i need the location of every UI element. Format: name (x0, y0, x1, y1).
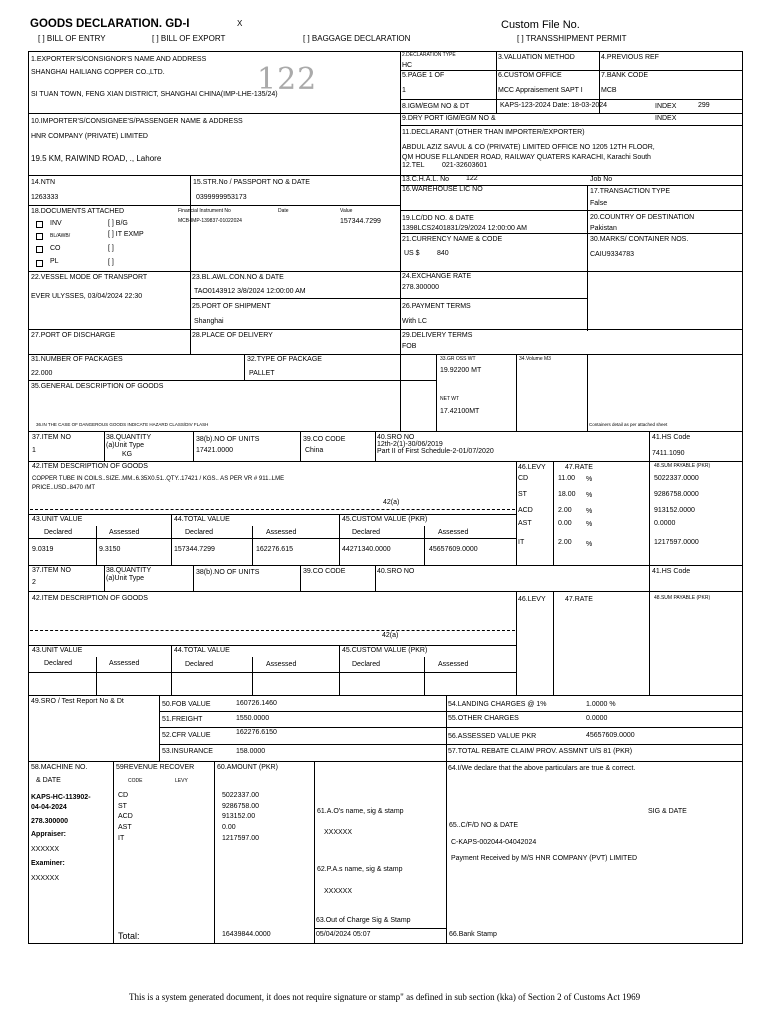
item1-desc-1: COPPER TUBE IN COILS..SIZE..MM..6.35X0.51..QTY..17421 / KGS.. AS PER VR # 911..LME (32, 476, 285, 482)
levy-sum: 9286758.0000 (654, 491, 699, 498)
item1-units-label: 38(b).NO OF UNITS (196, 436, 260, 443)
item1-rate-label: 47.RATE (565, 464, 593, 471)
other-charges-label: 55.OTHER CHARGES (448, 715, 519, 722)
levy-code: AST (518, 520, 532, 527)
landing-value: 1.0000 % (586, 701, 616, 708)
ooc-label: 63.Out of Charge Sig & Stamp (316, 917, 411, 924)
revenue-code-label: CODE (128, 778, 143, 784)
custom-office-label: 6.CUSTOM OFFICE (498, 72, 562, 79)
total-label: Total: (118, 931, 140, 941)
volume-label: 34.Volume M3 (519, 356, 551, 362)
levy-sum: 0.0000 (654, 520, 676, 527)
sig-date-label: SIG & DATE (648, 808, 687, 815)
item1-tv-assessed: 162276.615 (256, 546, 293, 553)
levy-pct: % (586, 476, 593, 483)
bank-code-label: 7.BANK CODE (601, 72, 649, 79)
revenue-label: 59REVENUE RECOVER (116, 764, 195, 771)
item2-tv-assessed-label: Assessed (266, 661, 297, 668)
importer-address: 19.5 KM, RAIWIND ROAD, ., Lahore (31, 154, 162, 163)
strn-value: 0399999953173 (196, 194, 247, 201)
item1-unit-type: KG (122, 451, 133, 458)
place-del-label: 28.PLACE OF DELIVERY (192, 332, 273, 339)
valuation-label: 3.VALUATION METHOD (498, 54, 575, 61)
pl-checkbox (36, 260, 43, 267)
item2-total-value-label: 44.TOTAL VALUE (174, 647, 230, 654)
bill-of-export-option: [ ] BILL OF EXPORT (152, 34, 226, 43)
del-terms-label: 29.DELIVERY TERMS (402, 332, 473, 339)
item1-uv-declared: 9.0319 (32, 546, 54, 553)
item2-co-label: 39.CO CODE (303, 568, 346, 575)
bl-no-value: TAO0143912 3/8/2024 12:00:00 AM (194, 288, 306, 295)
bank-stamp-label: 66.Bank Stamp (449, 931, 497, 938)
currency-code: 840 (437, 250, 449, 257)
item2-unit-type-label: (a)Unit Type (106, 575, 144, 582)
examiner-label: Examiner: (31, 860, 65, 867)
cfd-label: 65..C/F/D NO & DATE (449, 822, 519, 829)
declarant-line2: QM HOUSE FLLANDER ROAD, RAILWAY QUATERS KARACHI, Karachi South (402, 154, 651, 161)
machine-label: 58.MACHINE NO. (31, 764, 88, 771)
landing-label: 54.LANDING CHARGES @ 1% (448, 701, 547, 708)
port-ship-label: 25.PORT OF SHIPMENT (192, 303, 271, 310)
handwritten-stamp: 122 (257, 62, 318, 97)
item1-sro-label: 40.SRO NO (377, 434, 415, 441)
levy-rate: 2.00 (558, 539, 572, 546)
item1-unit-value-label: 43.UNIT VALUE (32, 516, 83, 523)
levy-pct: % (586, 508, 593, 515)
fin-date-label: Date (278, 208, 289, 214)
currency-name: US $ (404, 250, 420, 257)
item2-desc-label: 42.ITEM DESCRIPTION OF GOODS (32, 595, 148, 602)
fin-value-label: Value (340, 208, 353, 214)
declarant-label: 11.DECLARANT (OTHER THAN IMPORTER/EXPORTER) (402, 129, 585, 136)
item1-sro-1: 12th-2(1)-30/06/2019 (377, 441, 443, 448)
gross-label: 33.GR OSS WT (440, 356, 476, 362)
levy-code: ST (518, 491, 527, 498)
revenue-code: AST (118, 824, 132, 831)
pkg-type-label: 32.TYPE OF PACKAGE (247, 356, 322, 363)
levy-sum: 1217597.0000 (654, 539, 699, 546)
revenue-amount: 0.00 (222, 824, 236, 831)
bl-checkbox (36, 233, 43, 240)
levy-sum: 913152.0000 (654, 507, 695, 514)
item1-custom-value-label: 45.CUSTOM VALUE (PKR) (342, 516, 428, 523)
item1-hs: 7411.1090 (652, 450, 685, 457)
rebate-label: 57.TOTAL REBATE CLAIM/ PROV. ASSMNT U/S 81 (PKR) (448, 748, 633, 755)
port-disc-label: 27.PORT OF DISCHARGE (31, 332, 116, 339)
sro-test-label: 49.SRO / Test Report No & Dt (31, 698, 124, 705)
fob-value: 160726.1460 (236, 700, 277, 707)
item1-co-label: 39.CO CODE (303, 436, 346, 443)
importer-name: HNR COMPANY (PRIVATE) LIMITED (31, 133, 148, 140)
co-label: CO (50, 245, 61, 252)
item2-units-label: 38(b).NO OF UNITS (196, 569, 260, 576)
declarant-line1: ABDUL AZIZ SAVUL & CO (PRIVATE) LIMITED OFFICE NO 1205 12TH FLOOR, (402, 144, 655, 151)
del-terms-value: FOB (402, 343, 417, 350)
ao-value: XXXXXX (324, 829, 353, 836)
currency-label: 21.CURRENCY NAME & CODE (402, 236, 503, 243)
chal-label: 13.C.H.A.L. No (402, 176, 450, 183)
revenue-code: ACD (118, 813, 133, 820)
levy-pct: % (586, 541, 593, 548)
other-charges-value: 0.0000 (586, 715, 608, 722)
item2-qty-label: 38.QUANTITY (106, 567, 152, 574)
bottom-border (28, 943, 743, 944)
bill-of-entry-option: [ ] BILL OF ENTRY (38, 34, 106, 43)
pkg-type-value: PALLET (249, 370, 275, 377)
item2-rate-label: 47.RATE (565, 596, 593, 603)
item2-cv-declared-label: Declared (352, 661, 381, 668)
pa-label: 62.P.A.s name, sig & stamp (317, 866, 403, 873)
form-title: GOODS DECLARATION. GD-I (30, 18, 190, 30)
item2-sum-label: 48.SUM PAYABLE (PKR) (654, 595, 711, 601)
custom-file-label: Custom File No. (501, 19, 580, 31)
chal-value: 122 (466, 175, 478, 182)
item1-cv-declared: 44271340.0000 (342, 546, 391, 553)
item1-unit-type-label: (a)Unit Type (106, 442, 144, 449)
empty-option-2: [ ] (108, 259, 114, 266)
strn-label: 15.STR.No / PASSPORT NO & DATE (193, 179, 310, 186)
revenue-amount: 9286758.00 (222, 803, 259, 810)
levy-pct: % (586, 521, 593, 528)
machine-no: KAPS-HC-113902- (31, 794, 91, 801)
item1-levy-label: 46.LEVY (518, 464, 546, 471)
revenue-code: CD (118, 792, 129, 799)
item1-uv-declared-label: Declared (44, 529, 73, 536)
lc-value: 1398LCS2401831/29/2024 12:00:00 AM (402, 225, 527, 232)
payment-label: 26.PAYMENT TERMS (402, 303, 471, 310)
item1-no: 1 (32, 447, 36, 454)
country-dest-value: Pakistan (590, 225, 617, 232)
insurance-label: 53.INSURANCE (162, 748, 213, 755)
levy-sum: 5022337.0000 (654, 475, 699, 482)
x-mark: X (237, 19, 243, 28)
levy-rate: 0.00 (558, 520, 572, 527)
declaration-text: 64.I/We declare that the above particulars are true & correct. (448, 765, 636, 772)
it-exmp-option: [ ] IT EXMP (108, 231, 144, 238)
dry-port-label: 9.DRY PORT IGM/EGM NO & (402, 115, 496, 122)
item1-tv-assessed-label: Assessed (266, 529, 297, 536)
item2-unit-value-label: 43.UNIT VALUE (32, 647, 83, 654)
tel-label: 12.TEL (402, 162, 425, 169)
fin-instrument-label: Financial Instrument No (178, 208, 231, 214)
appraiser-value: XXXXXX (31, 846, 60, 853)
gross-value: 19.92200 MT (440, 367, 482, 374)
empty-option-1: [ ] (108, 245, 114, 252)
exporter-label: 1.EXPORTER'S/CONSIGNOR'S NAME AND ADDRESS (31, 56, 207, 63)
machine-rate: 278.300000 (31, 818, 68, 825)
page-of-value: 1 (402, 87, 406, 94)
transshipment-option: [ ] TRANSSHIPMENT PERMIT (517, 34, 627, 43)
pl-label: PL (50, 258, 59, 265)
vessel-label: 22.VESSEL MODE OF TRANSPORT (31, 274, 148, 281)
general-desc-label: 35.GENERAL DESCRIPTION OF GOODS (31, 383, 164, 390)
total-amount: 16439844.0000 (222, 931, 271, 938)
item2-levy-label: 46.LEVY (518, 596, 546, 603)
item1-desc-2: PRICE..USD..8470 /MT (32, 485, 96, 491)
page-of-label: 5.PAGE 1 OF (402, 72, 445, 79)
pa-value: XXXXXX (324, 888, 353, 895)
bank-code-value: MCB (601, 87, 617, 94)
item2-42a: 42(a) (382, 632, 399, 639)
fin-value: 157344.7299 (340, 218, 381, 225)
tel-value: 021-32603601 (442, 162, 488, 169)
insurance-value: 158.0000 (236, 748, 266, 755)
amount-label: 60.AMOUNT (PKR) (217, 764, 278, 771)
port-ship-value: Shanghai (194, 318, 224, 325)
net-label: NET WT (440, 396, 460, 402)
cfd-value: C-KAPS-002044-04042024 (451, 839, 537, 846)
item1-cv-declared-label: Declared (352, 529, 381, 536)
levy-rate: 2.00 (558, 507, 572, 514)
item1-cv-assessed: 45657609.0000 (429, 546, 478, 553)
fin-instrument-no: MCB-IMP-139837-01022024 (178, 218, 242, 224)
item1-sum-label: 48.SUM PAYABLE (PKR) (654, 463, 711, 469)
job-no-label: Job No (590, 176, 613, 183)
levy-rate: 11.00 (558, 475, 575, 482)
item2-sro-label: 40.SRO NO (377, 568, 415, 575)
ooc-value: 05/04/2024 05:07 (316, 931, 371, 938)
bl-label: BL/AWB/ (50, 233, 71, 239)
exchange-value: 278.300000 (402, 284, 439, 291)
item1-uv-assessed: 9.3150 (99, 546, 121, 553)
warehouse-label: 16.WAREHOUSE LIC NO (402, 186, 483, 193)
levy-code: ACD (518, 507, 533, 514)
marks-label: 30.MARKS/ CONTAINER NOS. (590, 236, 689, 243)
item1-no-label: 37.ITEM NO (32, 434, 71, 441)
prev-ref-label: 4.PREVIOUS REF (601, 54, 659, 61)
cfr-label: 52.CFR VALUE (162, 732, 211, 739)
item2-cv-assessed-label: Assessed (438, 661, 469, 668)
ao-label: 61.A.O's name, sig & stamp (317, 808, 404, 815)
importer-label: 10.IMPORTER'S/CONSIGNEE'S/PASSENGER NAME & ADDRESS (31, 118, 243, 125)
item1-desc-label: 42.ITEM DESCRIPTION OF GOODS (32, 463, 148, 470)
levy-rate: 18.00 (558, 491, 576, 498)
co-checkbox (36, 246, 43, 253)
item1-sro-2: Part II of First Schedule-2-01/07/2020 (377, 448, 494, 455)
decl-type-value: HC (402, 62, 413, 69)
payment-received: Payment Received by M/S HNR COMPANY (PVT) LIMITED (451, 855, 638, 862)
igm-value: KAPS-123-2024 Date: 18-03-2024 (500, 102, 608, 109)
item2-no-label: 37.ITEM NO (32, 567, 71, 574)
levy-code: IT (518, 539, 525, 546)
item1-tv-declared: 157344.7299 (174, 546, 215, 553)
item2-uv-assessed-label: Assessed (109, 660, 140, 667)
freight-label: 51.FREIGHT (162, 716, 203, 723)
examiner-value: XXXXXX (31, 875, 60, 882)
fob-label: 50.FOB VALUE (162, 701, 211, 708)
assessed-value: 45657609.0000 (586, 732, 635, 739)
revenue-amount: 913152.00 (222, 813, 256, 820)
machine-date-label: & DATE (36, 777, 61, 784)
item2-no: 2 (32, 579, 36, 586)
transaction-value: False (590, 200, 608, 207)
revenue-code: IT (118, 835, 125, 842)
dry-port-index-label: INDEX (655, 115, 677, 122)
revenue-amount: 5022337.00 (222, 792, 259, 799)
item2-hs-label: 41.HS Code (652, 568, 691, 575)
top-border (28, 51, 743, 52)
item1-qty-label: 38.QUANTITY (106, 434, 152, 441)
appraiser-label: Appraiser: (31, 831, 67, 838)
bg-option: [ ] B/G (108, 220, 128, 227)
net-value: 17.42100MT (440, 408, 480, 415)
revenue-levy-label: LEVY (175, 778, 188, 784)
payment-value: With LC (402, 318, 427, 325)
inv-checkbox (36, 221, 43, 228)
left-border (28, 51, 29, 944)
item1-uv-assessed-label: Assessed (109, 529, 140, 536)
item2-uv-declared-label: Declared (44, 660, 73, 667)
transaction-label: 17.TRANSACTION TYPE (590, 188, 671, 195)
freight-value: 1550.0000 (236, 715, 270, 722)
levy-pct: % (586, 492, 593, 499)
country-dest-label: 20.COUNTRY OF DESTINATION (590, 214, 695, 221)
revenue-code: ST (118, 803, 127, 810)
inv-label: INV (50, 220, 62, 227)
bl-no-label: 23.BL.AWL.CON.NO & DATE (192, 274, 284, 281)
packages-label: 31.NUMBER OF PACKAGES (31, 356, 123, 363)
igm-index-label: INDEX (655, 103, 677, 110)
exporter-address: SI TUAN TOWN, FENG XIAN DISTRICT, SHANGHAI CHINA(IMP-LHE-135/24) (31, 91, 278, 98)
levy-code: CD (518, 475, 529, 482)
ntn-label: 14.NTN (31, 179, 56, 186)
packages-value: 22.000 (31, 370, 53, 377)
custom-office-value: MCC Appraisement SAPT I (498, 87, 583, 94)
ntn-value: 1263333 (31, 194, 59, 201)
exchange-label: 24.EXCHANGE RATE (402, 273, 472, 280)
item1-hs-label: 41.HS Code (652, 434, 691, 441)
assessed-value-label: 56.ASSESSED VALUE PKR (448, 733, 537, 740)
baggage-option: [ ] BAGGAGE DECLARATION (303, 34, 411, 43)
item1-total-value-label: 44.TOTAL VALUE (174, 516, 230, 523)
item1-tv-declared-label: Declared (185, 529, 214, 536)
item1-units: 17421.0000 (196, 447, 233, 454)
containers-note: Containers detail as per attached sheet (589, 422, 668, 427)
igm-index-value: 299 (698, 102, 710, 109)
item2-custom-value-label: 45.CUSTOM VALUE (PKR) (342, 647, 428, 654)
cfr-value: 162276.6150 (236, 729, 277, 736)
revenue-amount: 1217597.00 (222, 835, 259, 842)
vessel-value: EVER ULYSSES, 03/04/2024 22:30 (31, 293, 143, 300)
footnote: This is a system generated document, it does not require signature or stamp" as defined in sub section (kka) of Section 2 of Customs Act 1969 (129, 992, 641, 1002)
item1-cv-assessed-label: Assessed (438, 529, 469, 536)
item2-tv-declared-label: Declared (185, 661, 214, 668)
decl-type-label: 2.DECLARATION TYPE (402, 52, 456, 58)
hazard-label: 36.IN THE CASE OF DANGEROUS GOODS INDICATE HAZARD CLASS/DIV FLASH (36, 422, 209, 427)
marks-value: CAIU9334783 (590, 251, 634, 258)
igm-label: 8.IGM/EGM NO & DT (402, 103, 470, 110)
lc-label: 19.LC/DD NO. & DATE (402, 215, 474, 222)
machine-date: 04-04-2024 (31, 804, 67, 811)
item1-co: China (305, 447, 324, 454)
docs-label: 18.DOCUMENTS ATTACHED (31, 208, 125, 215)
exporter-name: SHANGHAI HAILIANG COPPER CO.,LTD. (31, 69, 165, 76)
item1-42a: 42(a) (383, 499, 400, 506)
